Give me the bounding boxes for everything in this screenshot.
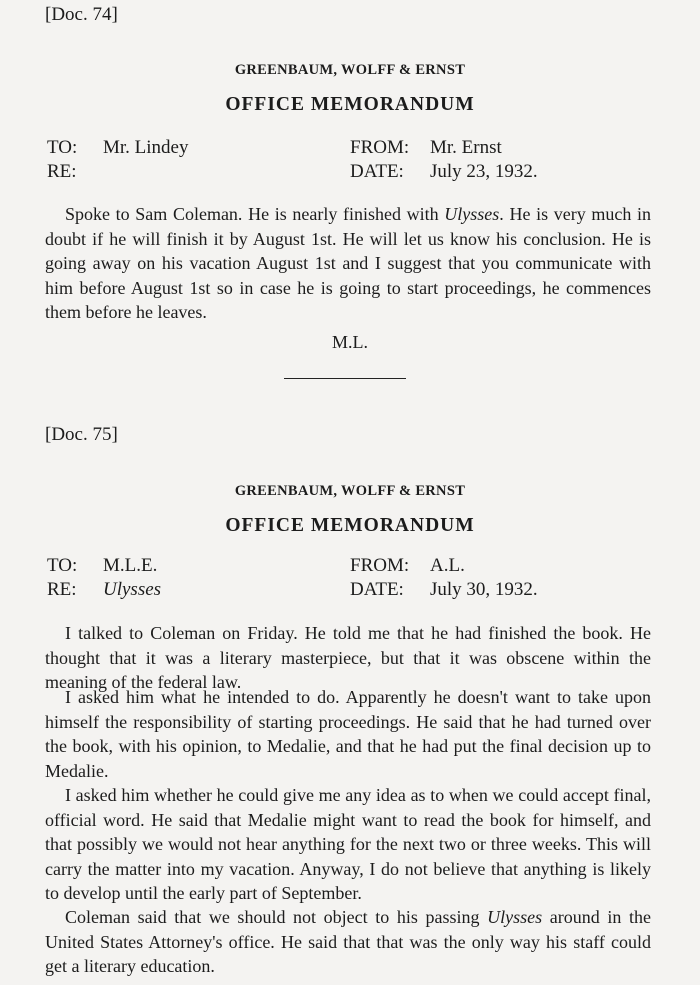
date-value: July 23, 1932. [430,161,538,182]
to-value: M.L.E. [103,555,158,576]
doc-74-paragraph: Spoke to Sam Coleman. He is nearly finished with Ulysses. He is very much in doubt if he will finish it by August 1st. He will let us know his conclusion. He is going away on his vacation August 1st and I suggest that you communicate with him before August 1st so in case he is going to start proceedings, he commences them before he leaves. [45,204,652,322]
doc-74-header-row-re [47,161,667,185]
from-value: Mr. Ernst [430,137,502,158]
to-value: Mr. Lindey [103,137,189,158]
doc-75-header-row-re [47,579,667,603]
doc-75-memo-title: OFFICE MEMORANDUM [225,515,475,536]
doc-74-memo-title: OFFICE MEMORANDUM [225,94,475,115]
from-value: A.L. [430,555,465,576]
re-value: Ulysses [103,579,162,600]
doc-75-number: [Doc. 75] [45,424,118,445]
doc-74-header-row-to [47,137,667,161]
doc-75-paragraph-2: I asked him what he intended to do. Apparently he doesn't want to take upon himself the responsibility of starting proceedings. He said that he had turned over the book, with his opinion, to Medalie, and that he had put the final decision up to Medalie. [45,687,651,781]
doc-75-header-row-to [47,555,667,579]
doc-75-firm-name: GREENBAUM, WOLFF & ERNST [234,483,466,499]
date-label: DATE: [350,161,404,182]
doc-74-signature: M.L. [332,332,368,352]
book-title: Ulysses [444,204,500,224]
doc-75-paragraph-4: Coleman said that we should not object to his passing Ulysses around in the United States Attorney's office. He said that that was the only way his staff could get a literary education. [45,907,651,976]
doc-75-paragraph-1: I talked to Coleman on Friday. He told me that he had finished the book. He thought that it was a literary masterpiece, but that it was obscene within the meaning of the federal law. [45,623,651,692]
to-label: TO: [47,555,78,576]
book-title: Ulysses [487,907,543,927]
from-label: FROM: [350,555,410,576]
to-label: TO: [47,137,78,158]
doc-75-paragraph-3: I asked him whether he could give me any idea as to when we could accept final, official word. He said that Medalie might want to read the book for himself, and that possibly we would not hear anything for the next two or three weeks. This will carry the matter into my vacation. Anyway, I do not believe that anything is likely to develop until the early part of September. [45,785,651,903]
date-label: DATE: [350,579,404,600]
from-label: FROM: [350,137,410,158]
date-value: July 30, 1932. [430,579,538,600]
section-divider [284,378,406,379]
re-label: RE: [47,579,77,600]
doc-74-firm-name: GREENBAUM, WOLFF & ERNST [234,62,466,78]
re-label: RE: [47,161,77,182]
doc-74-number: [Doc. 74] [45,4,118,25]
